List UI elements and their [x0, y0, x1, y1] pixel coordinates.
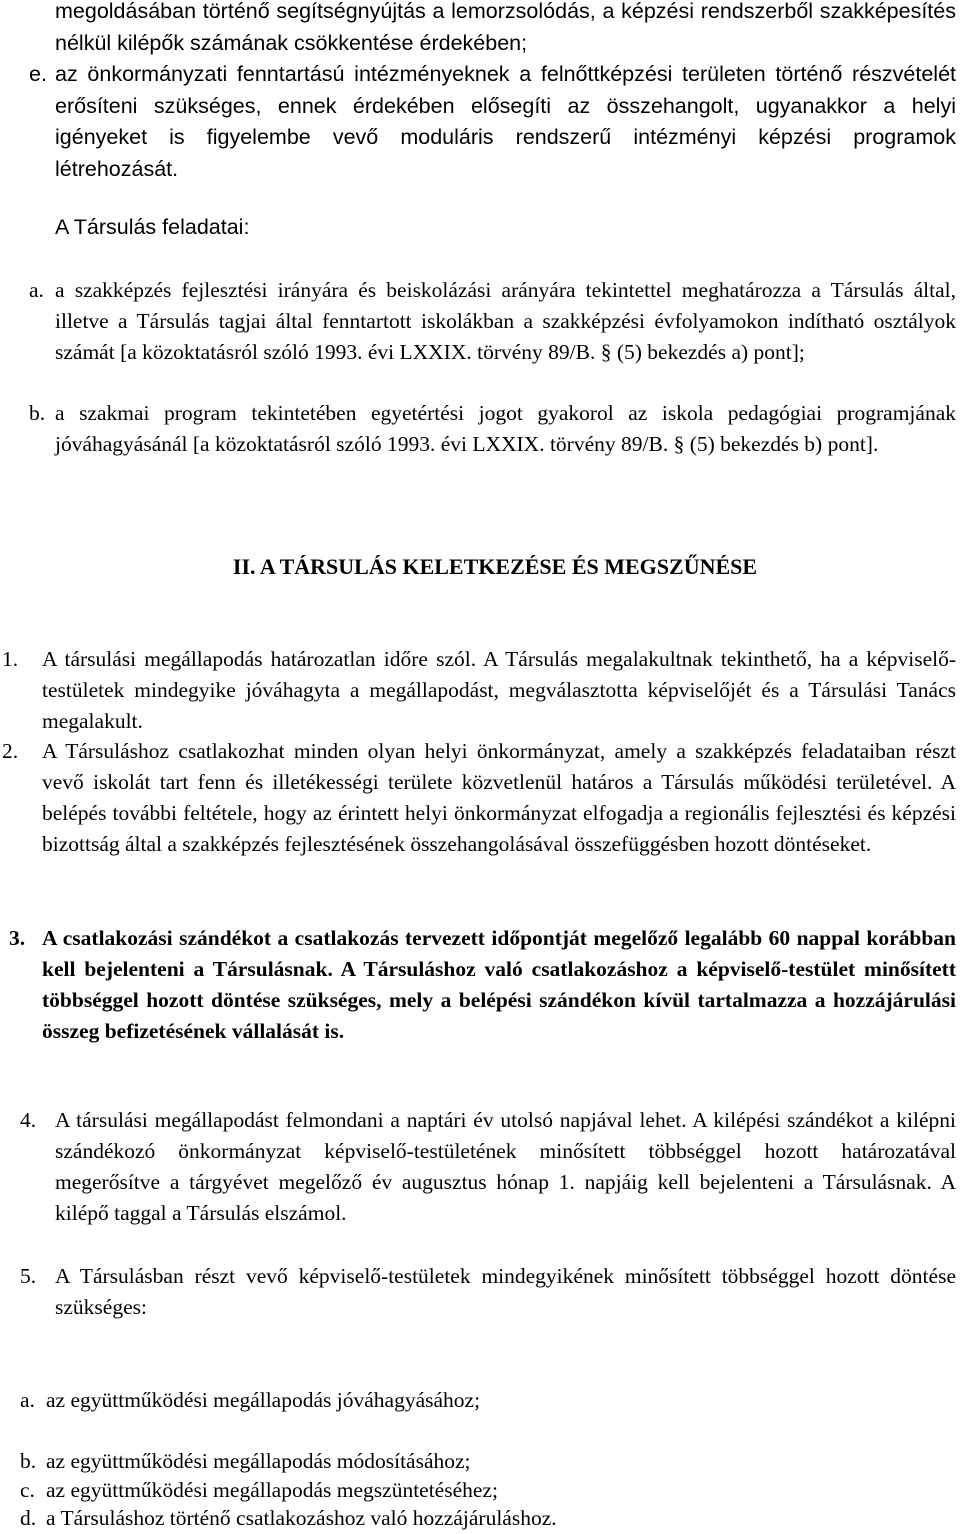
subpoint-text: az együttműködési megállapodás megszüntetéséhez; — [46, 1478, 498, 1502]
tasks-heading: A Társulás feladatai: — [55, 215, 250, 239]
list-item-text: a szakmai program tekintetében egyetértési jogot gyakorol az iskola pedagógiai programjának jóváhagyásánál [a közoktatásról szóló 1993. évi LXXIX. törvény 89/B. § (5) bekezdés b) pont]. — [55, 401, 956, 456]
point-label: 3. — [9, 926, 26, 950]
list-item-label: a. — [29, 278, 44, 302]
point-1 — [0, 644, 960, 737]
subpoint-d — [0, 1503, 960, 1534]
subpoint-label: b. — [20, 1449, 37, 1473]
point-text: A társulási megállapodást felmondani a naptári év utolsó napjával lehet. A kilépési szándékot a kilépni szándékozó önkormányzat képviselő-testületének minősített többséggel hozott határozatával megerősítve a tárgyévet megelőző év augusztus hónap 1. napjáig kell bejelenteni a Társulásnak. A kilépő taggal a Társulás elszámol. — [55, 1108, 956, 1225]
list-item-e — [0, 59, 960, 185]
point-label: 5. — [20, 1264, 37, 1288]
point-label: 2. — [2, 739, 19, 763]
point-5 — [0, 1261, 960, 1323]
subpoint-text: az együttműködési megállapodás módosításához; — [46, 1449, 471, 1473]
intro-continuation — [0, 0, 960, 59]
point-2 — [0, 736, 960, 860]
subpoint-label: c. — [20, 1478, 35, 1502]
point-3 — [0, 923, 960, 1047]
point-label: 4. — [20, 1108, 37, 1132]
point-4 — [0, 1105, 960, 1229]
subpoint-text: a Társuláshoz történő csatlakozáshoz való hozzájáruláshoz. — [46, 1506, 557, 1530]
subpoint-label: a. — [20, 1388, 35, 1412]
subpoint-text: az együttműködési megállapodás jóváhagyásához; — [46, 1388, 481, 1412]
subpoint-c — [0, 1475, 960, 1506]
section-title: II. A TÁRSULÁS KELETKEZÉSE ÉS MEGSZŰNÉSE — [232, 554, 758, 579]
point-text: A Társuláshoz csatlakozhat minden olyan helyi önkormányzat, amely a szakképzés feladataiban részt vevő iskolát tart fenn és illetékességi területe közvetlenül határos a Társulás működési területével. A belépés további feltétele, hogy az érintett helyi önkormányzat elfogadja a regionális fejlesztési és képzési bizottság által a szakképzés fejlesztésének összehangolásával összefüggésben hozott döntéseket. — [42, 739, 956, 856]
point-text: A Társulásban részt vevő képviselő-testületek mindegyikének minősített többséggel hozott döntése szükséges: — [55, 1264, 956, 1319]
intro-text: megoldásában történő segítségnyújtás a lemorzsolódás, a képzési rendszerből szakképesítés nélkül kilépők számának csökkentése érdekében; — [55, 0, 956, 55]
point-text: A társulási megállapodás határozatlan időre szól. A Társulás megalakultnak tekinthető, ha a képviselő-testületek mindegyike jóváhagyta a megállapodást, megválasztotta képviselőjét és a Társulási Tanács megalakult. — [42, 647, 956, 733]
list-item-label: b. — [29, 401, 46, 425]
task-item-a — [0, 275, 960, 368]
subpoint-label: d. — [20, 1506, 37, 1530]
list-item-text: az önkormányzati fenntartású intézményeknek a felnőttképzési területen történő részvételét erősíteni szükséges, ennek érdekében elősegíti az összehangolt, ugyanakkor a helyi igényeket is figyelembe vevő moduláris rendszerű intézményi képzési programok létrehozását. — [55, 62, 956, 181]
task-item-b — [0, 398, 960, 460]
point-label: 1. — [2, 647, 19, 671]
list-item-label: e. — [29, 62, 47, 86]
point-text: A csatlakozási szándékot a csatlakozás tervezett időpontját megelőző legalább 60 nappal korábban kell bejelenteni a Társulásnak. A Társuláshoz való csatlakozáshoz a képviselő-testület minősített többséggel hozott döntése szükséges, mely a belépési szándékon kívül tartalmazza a hozzájárulási összeg befizetésének vállalását is. — [42, 926, 956, 1043]
subpoint-a — [0, 1385, 960, 1416]
list-item-text: a szakképzés fejlesztési irányára és beiskolázási arányára tekintettel meghatározza a Társulás által, illetve a Társulás tagjai által fenntartott iskolákban a szakképzési évfolyamokon indítható osztályok számát [a közoktatásról szóló 1993. évi LXXIX. törvény 89/B. § (5) bekezdés a) pont]; — [55, 278, 956, 364]
subpoint-b — [0, 1446, 960, 1477]
